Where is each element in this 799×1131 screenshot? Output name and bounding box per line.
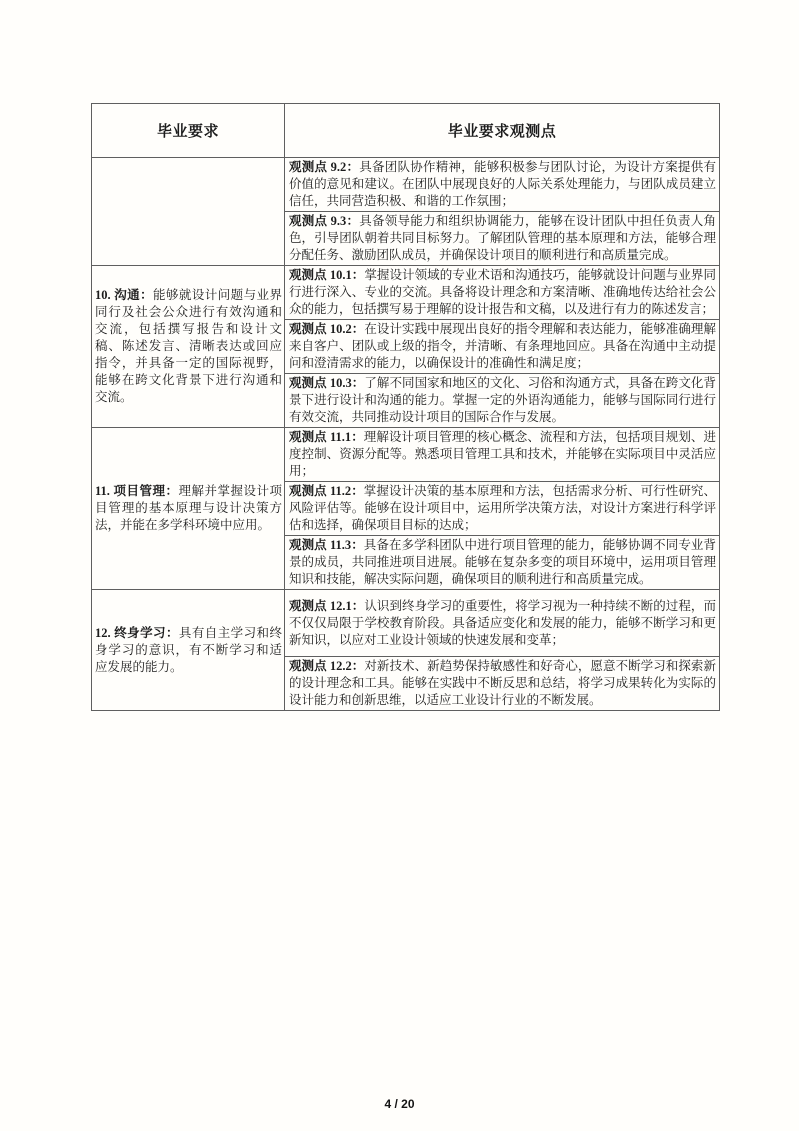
observation-text-11-1: 理解设计项目管理的核心概念、流程和方法，包括项目规划、进度控制、资源分配等。熟悉项目管理工具和技术，并能够在实际项目中灵活应用；: [289, 430, 716, 478]
observation-label-11-1: 观测点 11.1：: [289, 430, 364, 444]
observation-label-12-1: 观测点 12.1：: [289, 598, 365, 613]
observation-cell-12-1: [285, 590, 720, 657]
observation-text-12-2: 对新技术、新趋势保持敏感性和好奇心，愿意不断学习和探索新的设计理念和工具。能够在实践中不断反思和总结，将学习成果转化为实际的设计能力和创新思维，以适应工业设计行业的不断发展。: [289, 659, 716, 707]
requirement-cell-11: [92, 428, 285, 590]
observation-label-10-1: 观测点 10.1：: [289, 268, 365, 282]
requirement-label-10: 10. 沟通：: [95, 288, 154, 302]
observation-label-11-3: 观测点 11.3：: [289, 538, 364, 552]
observation-text-12-1: 认识到终身学习的重要性，将学习视为一种持续不断的过程，而不仅仅局限于学校教育阶段。具备适应变化和发展的能力，能够不断学习和更新知识，以应对工业设计领域的快速发展和变革；: [289, 598, 716, 647]
observation-cell-10-2: [285, 320, 720, 374]
observation-text-11-2: 掌握设计决策的基本原理和方法，包括需求分析、可行性研究、风险评估等。能够在设计项目中，运用所学决策方法，对设计方案进行科学评估和选择，确保项目目标的达成；: [289, 484, 716, 532]
header-requirement: 毕业要求: [92, 104, 285, 158]
table-header-row: [92, 104, 720, 158]
observation-label-9-3: 观测点 9.3：: [289, 214, 360, 228]
requirement-cell-9: [92, 158, 285, 266]
header-observation: 毕业要求观测点: [285, 104, 720, 158]
observation-label-11-2: 观测点 11.2：: [289, 484, 364, 498]
observation-cell-10-3: [285, 374, 720, 428]
observation-cell-11-1: [285, 428, 720, 482]
requirement-label-12: 12. 终身学习：: [95, 625, 179, 640]
observation-text-10-1: 掌握设计领域的专业术语和沟通技巧，能够就设计问题与业界同行进行深入、专业的交流。具备将设计理念和方案清晰、准确地传达给社会公众的能力，包括撰写易于理解的设计报告和文稿，以及进行有力的陈述发言；: [289, 268, 716, 316]
table-row: [92, 428, 720, 482]
observation-cell-12-2: [285, 657, 720, 711]
observation-cell-9-3: [285, 212, 720, 266]
requirement-cell-12: [92, 590, 285, 711]
observation-cell-11-3: [285, 536, 720, 590]
observation-cell-11-2: [285, 482, 720, 536]
observation-text-9-2: 具备团队协作精神，能够积极参与团队讨论，为设计方案提供有价值的意见和建议。在团队中展现良好的人际关系处理能力，与团队成员建立信任，共同营造积极、和谐的工作氛围；: [289, 160, 716, 208]
requirement-text-10: 能够就设计问题与业界同行及社会公众进行有效沟通和交流，包括撰写报告和设计文稿、陈述发言、清晰表达或回应指令，并具备一定的国际视野，能够在跨文化背景下进行沟通和交流。: [95, 288, 282, 404]
table-row: [92, 266, 720, 320]
observation-text-10-2: 在设计实践中展现出良好的指令理解和表达能力，能够准确理解来自客户、团队或上级的指令，并清晰、有条理地回应。具备在沟通中主动提问和澄清需求的能力，以确保设计的准确性和满足度；: [289, 322, 716, 370]
observation-text-11-3: 具备在多学科团队中进行项目管理的能力，能够协调不同专业背景的成员，共同推进项目进展。能够在复杂多变的项目环境中，运用项目管理知识和技能，解决实际问题，确保项目的顺利进行和高质量完成。: [289, 538, 716, 586]
observation-label-12-2: 观测点 12.2：: [289, 659, 365, 673]
observation-label-10-3: 观测点 10.3：: [289, 376, 365, 390]
observation-cell-10-1: [285, 266, 720, 320]
table-row: [92, 590, 720, 657]
observation-text-9-3: 具备领导能力和组织协调能力，能够在设计团队中担任负责人角色，引导团队朝着共同目标努力。了解团队管理的基本原理和方法，能够合理分配任务、激励团队成员，并确保设计项目的顺利进行和高质量完成。: [289, 214, 716, 262]
requirement-text-12: 具有自主学习和终身学习的意识，有不断学习和适应发展的能力。: [95, 625, 282, 674]
requirement-cell-10: [92, 266, 285, 428]
graduation-requirements-table: [91, 103, 720, 711]
page-number: 4 / 20: [384, 1097, 415, 1111]
observation-cell-9-2: [285, 158, 720, 212]
observation-label-10-2: 观测点 10.2：: [289, 322, 365, 336]
table-row: [92, 158, 720, 212]
observation-label-9-2: 观测点 9.2：: [289, 160, 360, 174]
requirement-text-11: 理解并掌握设计项目管理的基本原理与设计决策方法，并能在多学科环境中应用。: [95, 484, 282, 532]
requirement-label-11: 11. 项目管理：: [95, 484, 179, 498]
observation-text-10-3: 了解不同国家和地区的文化、习俗和沟通方式，具备在跨文化背景下进行设计和沟通的能力。掌握一定的外语沟通能力，能够与国际同行进行有效交流，共同推动设计项目的国际合作与发展。: [289, 376, 716, 424]
